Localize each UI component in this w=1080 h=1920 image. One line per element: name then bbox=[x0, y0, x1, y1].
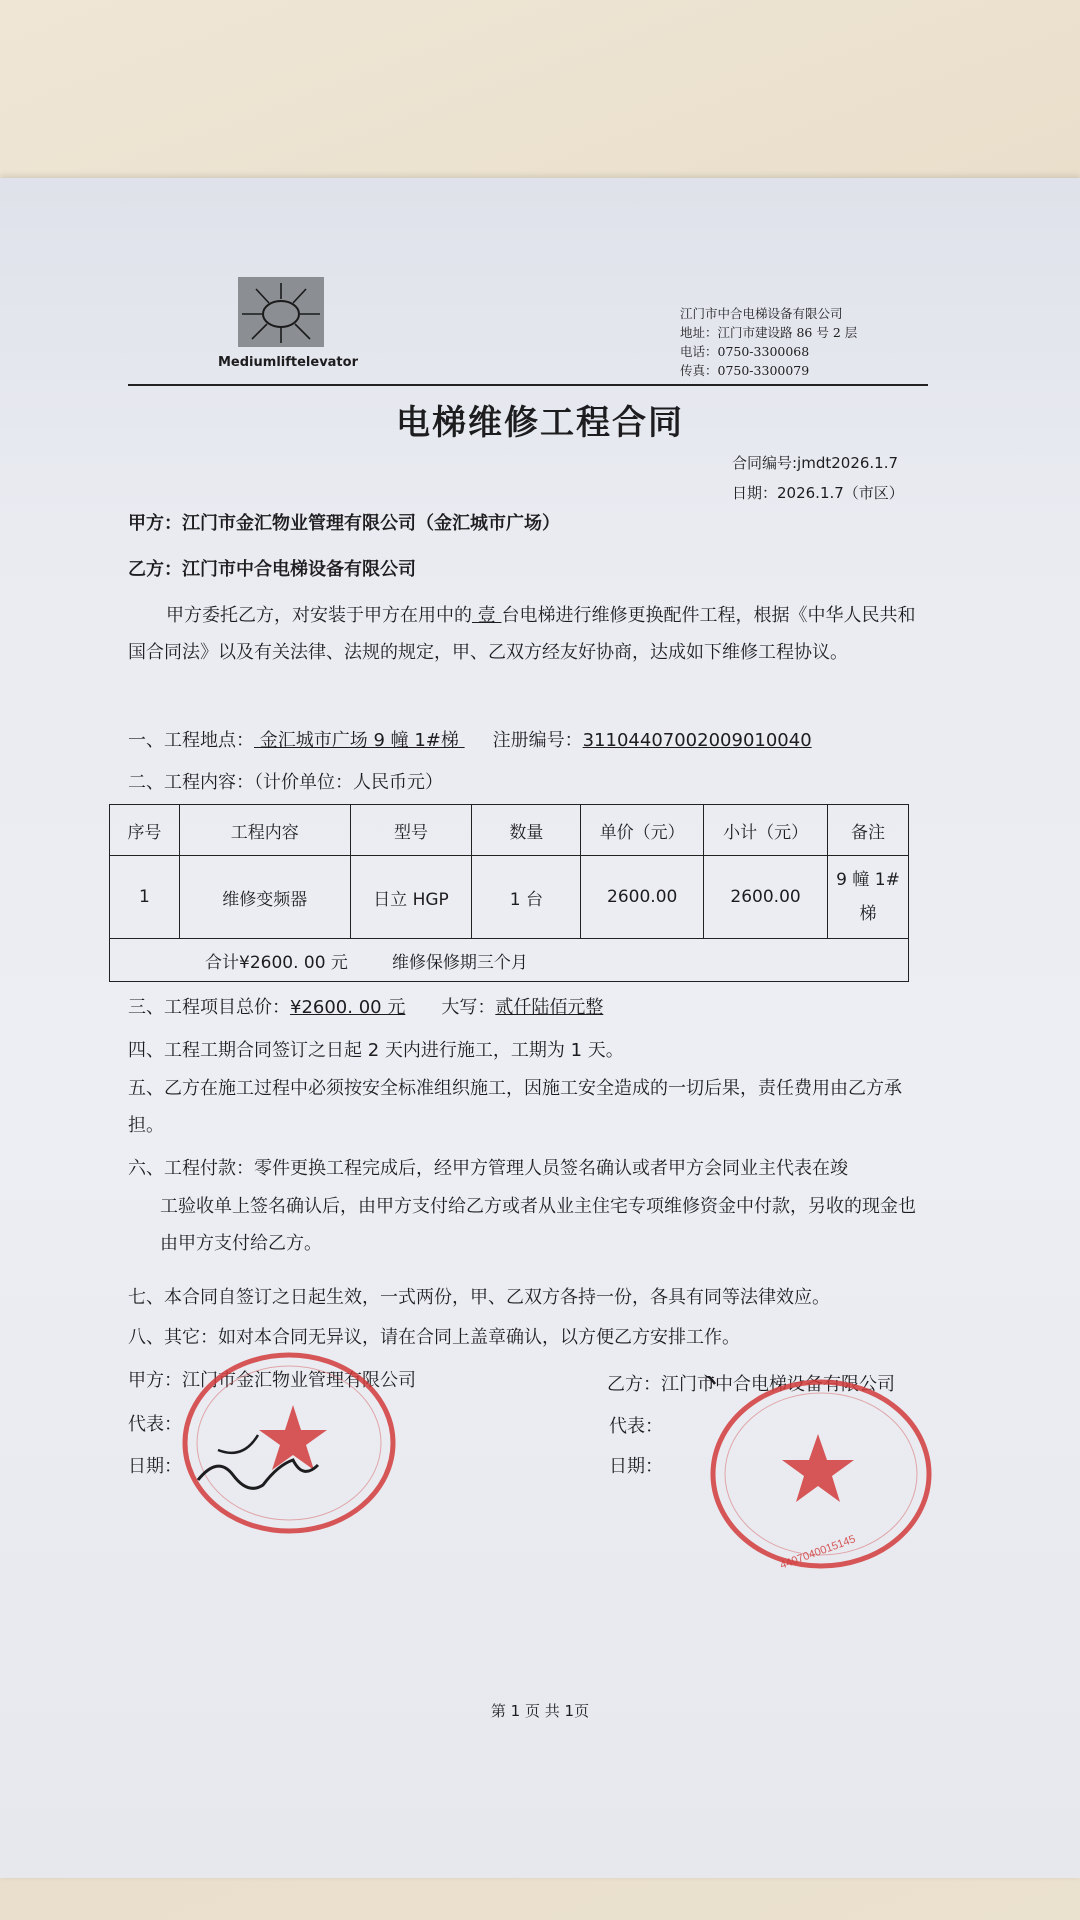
col-header: 小计（元） bbox=[704, 805, 828, 856]
col-header: 序号 bbox=[110, 805, 180, 856]
col-header: 备注 bbox=[828, 805, 909, 856]
seal-b-code: 4407040015145 bbox=[778, 1533, 858, 1572]
item-7: 七、本合同自签订之日起生效，一式两份，甲、乙双方各持一份，各具有同等法律效应。 bbox=[128, 1287, 830, 1308]
intro-qty: 壹 bbox=[472, 605, 502, 626]
sig-rep-a: 代表： bbox=[128, 1414, 182, 1435]
table-warranty: 维修保修期三个月 bbox=[391, 952, 528, 973]
logo-caption: Mediumliftelevator bbox=[218, 355, 358, 370]
header-divider bbox=[128, 384, 928, 386]
table-cell: 1 台 bbox=[472, 856, 581, 939]
sig-rep-b: 代表： bbox=[609, 1416, 663, 1437]
table-cell: 2600.00 bbox=[704, 856, 828, 939]
item-1-label: 一、工程地点： bbox=[128, 730, 254, 751]
sig-date-b: 日期： bbox=[609, 1456, 663, 1477]
item-4: 四、工程工期合同签订之日起 2 天内进行施工，工期为 1 天。 bbox=[128, 1040, 624, 1061]
table-row bbox=[110, 856, 909, 939]
item-1-reg-label: 注册编号： bbox=[492, 730, 583, 751]
table-cell: 1 bbox=[110, 856, 180, 939]
table-total: 合计¥2600. 00 元 bbox=[205, 952, 348, 973]
col-header: 型号 bbox=[350, 805, 472, 856]
party-a: 甲方：江门市金汇物业管理有限公司（金汇城市广场） bbox=[128, 513, 560, 534]
col-header: 工程内容 bbox=[179, 805, 350, 856]
col-header: 单价（元） bbox=[581, 805, 704, 856]
table-cell: 9 幢 1#梯 bbox=[828, 856, 909, 939]
item-3-caps: 贰仟陆佰元整 bbox=[495, 997, 604, 1018]
item-1 bbox=[128, 729, 812, 753]
table-cell: 维修变频器 bbox=[179, 856, 350, 939]
table-cell: 日立 HGP bbox=[350, 856, 472, 939]
letterhead-address: 地址：江门市建设路 86 号 2 层 bbox=[680, 325, 858, 340]
intro-paragraph bbox=[128, 597, 928, 671]
item-3 bbox=[128, 996, 603, 1020]
table-cell: 2600.00 bbox=[581, 856, 704, 939]
item-3-amount: ¥2600. 00 元 bbox=[290, 997, 406, 1018]
item-8: 八、其它：如对本合同无异议，请在合同上盖章确认，以方便乙方安排工作。 bbox=[128, 1327, 740, 1348]
sig-party-a: 甲方：江门市金汇物业管理有限公司 bbox=[128, 1370, 416, 1391]
intro-pre: 甲方委托乙方，对安装于甲方在用中的 bbox=[166, 605, 472, 626]
letterhead-company: 江门市中合电梯设备有限公司 bbox=[680, 306, 843, 321]
company-seal-b-icon bbox=[706, 1376, 936, 1572]
item-6-rest: 工验收单上签名确认后，由甲方支付给乙方或者从业主住宅专项维修资金中付款，另收的现金也由甲方支付给乙方。 bbox=[160, 1196, 916, 1254]
item-3-caps-label: 大写： bbox=[441, 997, 496, 1018]
item-5: 五、乙方在施工过程中必须按安全标准组织施工，因施工安全造成的一切后果，责任费用由乙方承担。 bbox=[128, 1078, 902, 1136]
letterhead-info bbox=[680, 304, 857, 380]
sig-party-b: 乙方：江门市中合电梯设备有限公司 bbox=[607, 1374, 895, 1395]
item-1-location: 金汇城市广场 9 幢 1#梯 bbox=[254, 730, 465, 751]
contract-date: 日期：2026.1.7（市区） bbox=[732, 484, 904, 502]
table-header-row bbox=[110, 805, 909, 856]
work-table bbox=[109, 804, 909, 982]
item-2: 二、工程内容：（计价单位：人民币元） bbox=[128, 772, 443, 793]
company-seal-a-icon bbox=[178, 1350, 400, 1536]
item-1-reg-no: 31104407002009010040 bbox=[582, 730, 812, 751]
document-title: 电梯维修工程合同 bbox=[396, 403, 684, 443]
letterhead-phone: 电话：0750-3300068 bbox=[680, 344, 810, 359]
table-total-row bbox=[110, 939, 909, 982]
sig-date-a: 日期： bbox=[128, 1456, 182, 1477]
letterhead-fax: 传真：0750-3300079 bbox=[680, 363, 810, 378]
intro-post: 台电梯进行维修更换配件工程，根据《中华人民共和国合同法》以及有关法律、法规的规定，甲、乙双方经友好协商，达成如下维修工程协议。 bbox=[128, 605, 916, 663]
sun-logo-icon bbox=[238, 277, 324, 347]
party-b: 乙方：江门市中合电梯设备有限公司 bbox=[128, 559, 416, 580]
item-3-label: 三、工程项目总价： bbox=[128, 997, 290, 1018]
item-6-head: 六、工程付款：零件更换工程完成后，经甲方管理人员签名确认或者甲方会同业主代表在竣 bbox=[128, 1158, 848, 1179]
contract-number: 合同编号:jmdt2026.1.7 bbox=[732, 454, 899, 472]
col-header: 数量 bbox=[472, 805, 581, 856]
page-number: 第 1 页 共 1页 bbox=[490, 1702, 590, 1720]
table-total-cell bbox=[110, 939, 909, 982]
